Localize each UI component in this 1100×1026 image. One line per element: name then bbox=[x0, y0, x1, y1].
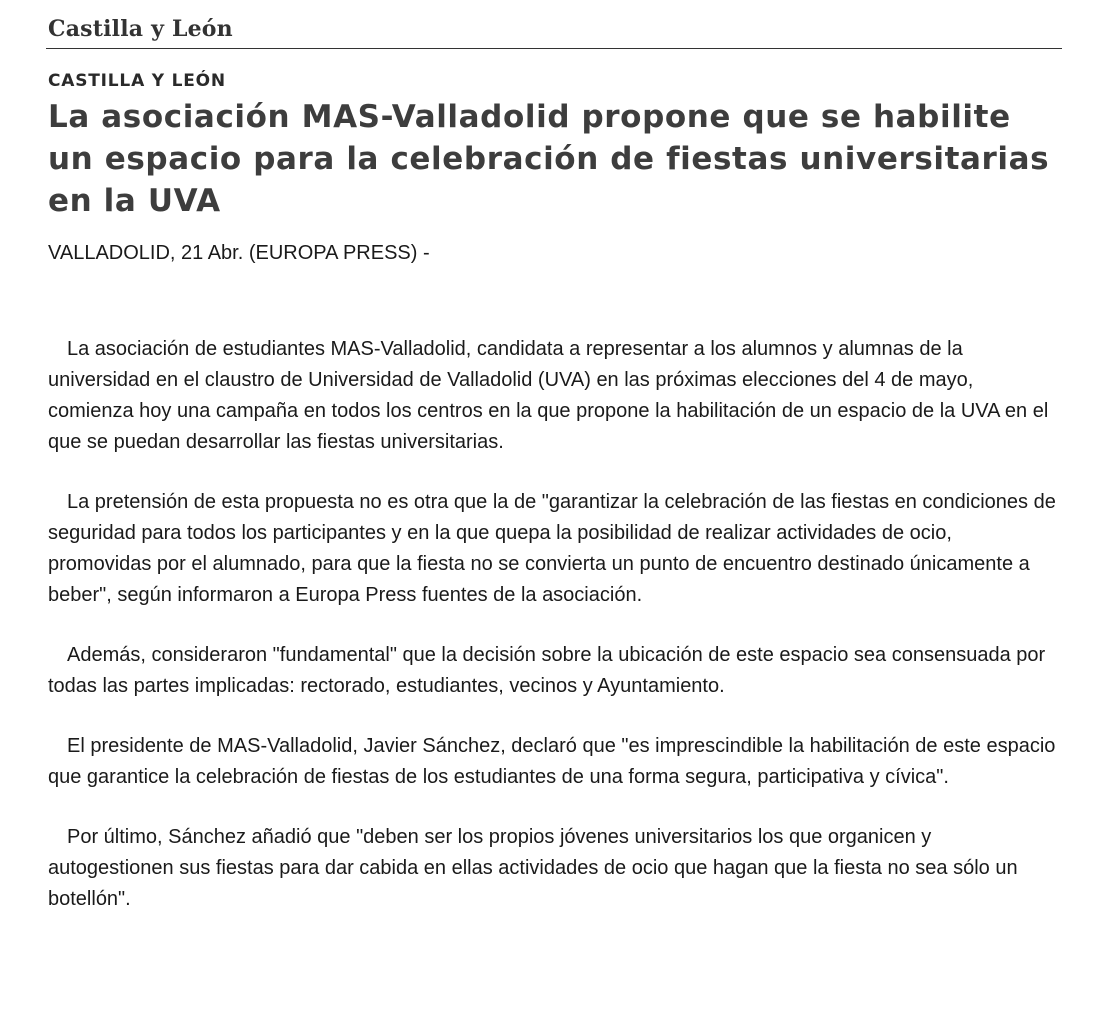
article-headline: La asociación MAS-Valladolid propone que se habilite un espacio para la celebración de fiestas universitarias en la UVA bbox=[48, 99, 1050, 219]
section-divider bbox=[46, 48, 1062, 49]
article-kicker: CASTILLA Y LEÓN bbox=[48, 71, 226, 91]
section-title: Castilla y León bbox=[48, 16, 233, 42]
article-paragraph: La pretensión de esta propuesta no es otra que la de "garantizar la celebración de las fiestas en condiciones de seguridad para todos los participantes y en la que quepa la posibilidad de realizar actividades de ocio, promovidas por el alumnado, para que la fiesta no se convierta un punto de encuentro destinado únicamente a beber", según informaron a Europa Press fuentes de la asociación. bbox=[48, 491, 1056, 606]
article-body bbox=[48, 334, 1060, 944]
article-paragraph: Por último, Sánchez añadió que "deben ser los propios jóvenes universitarios los que organicen y autogestionen sus fiestas para dar cabida en ellas actividades de ocio que hagan que la fiesta no sea sólo un botellón". bbox=[48, 826, 1018, 910]
article-paragraph: La asociación de estudiantes MAS-Valladolid, candidata a representar a los alumnos y alumnas de la universidad en el claustro de Universidad de Valladolid (UVA) en las próximas elecciones del 4 de mayo, comienza hoy una campaña en todos los centros en la que propone la habilitación de un espacio de la UVA en el que se puedan desarrollar las fiestas universitarias. bbox=[48, 338, 1049, 453]
article-paragraph: Además, consideraron "fundamental" que la decisión sobre la ubicación de este espacio sea consensuada por todas las partes implicadas: rectorado, estudiantes, vecinos y Ayuntamiento. bbox=[48, 644, 1046, 697]
article-paragraph: El presidente de MAS-Valladolid, Javier Sánchez, declaró que "es imprescindible la habilitación de este espacio que garantice la celebración de fiestas de los estudiantes de una forma segura, participativa y cívica". bbox=[48, 735, 1056, 788]
article-dateline: VALLADOLID, 21 Abr. (EUROPA PRESS) - bbox=[48, 242, 430, 264]
